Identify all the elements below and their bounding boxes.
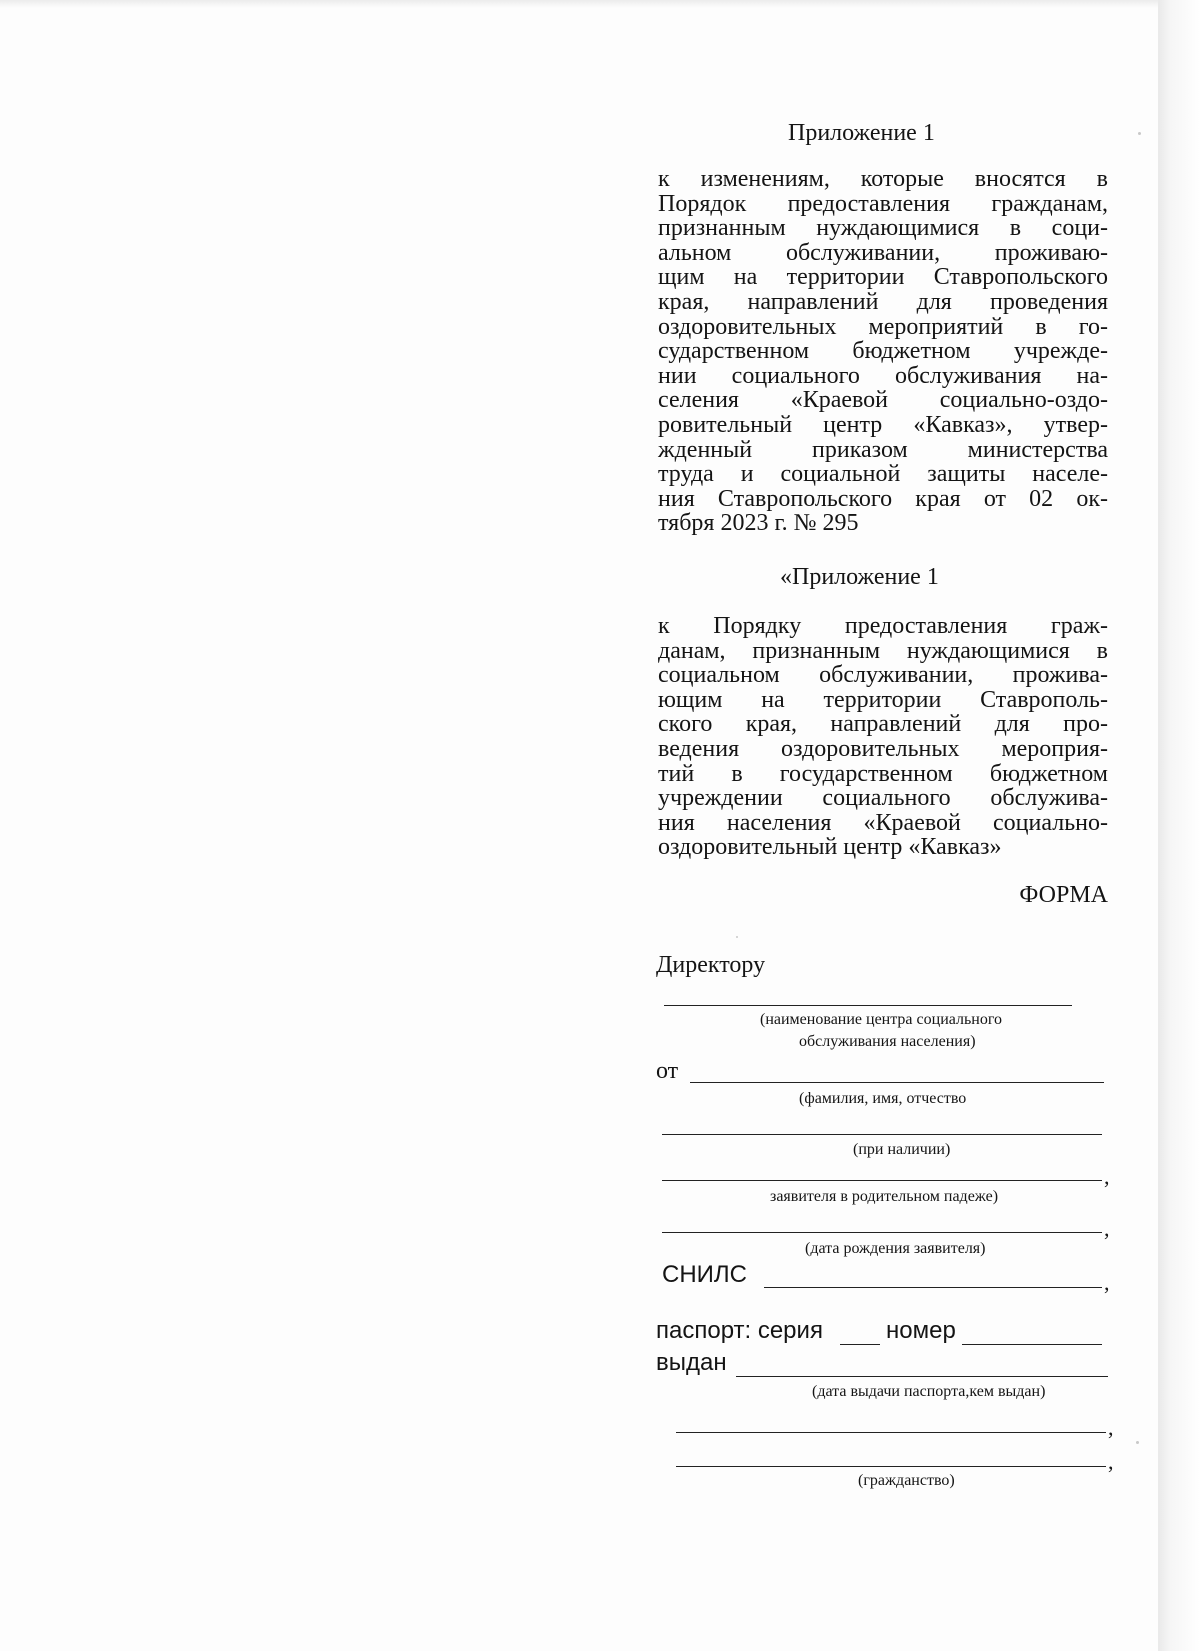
issued-caption: (дата выдачи паспорта,кем выдан) <box>812 1383 1046 1400</box>
birth-date-line <box>662 1232 1102 1233</box>
appendix2-text-line: тий в государственном бюджетном <box>658 760 1108 787</box>
scan-speck <box>1138 132 1141 135</box>
appendix2-title: «Приложение 1 <box>780 564 939 590</box>
issued-line-2 <box>676 1432 1106 1433</box>
appendix1-title: Приложение 1 <box>788 120 935 146</box>
birth-date-caption: (дата рождения заявителя) <box>805 1240 986 1257</box>
appendix2-text-line: ведения оздоровительных мероприя- <box>658 735 1108 762</box>
form-label: ФОРМА <box>1019 882 1108 908</box>
appendix1-text-line: альном обслуживании, проживаю- <box>658 239 1108 266</box>
scan-top-shadow <box>0 0 1158 8</box>
appendix1-text-line: сударственном бюджетном учрежде- <box>658 338 1108 365</box>
director-label: Директору <box>656 952 766 978</box>
appendix1-text-line: селения «Краевой социально-оздо- <box>658 387 1108 414</box>
appendix2-text-line: учреждении социального обслужива- <box>658 785 1108 812</box>
citizenship-line <box>676 1466 1106 1467</box>
fio-line <box>690 1082 1104 1083</box>
issued-label: выдан <box>656 1349 727 1376</box>
scan-speck <box>736 936 738 938</box>
fio-caption: (фамилия, имя, отчество <box>799 1090 967 1107</box>
appendix2-text-line: ющим на территории Ставрополь- <box>658 686 1108 713</box>
appendix2-text-line: к Порядку предоставления граж- <box>658 613 1108 639</box>
passport-series-label: паспорт: серия <box>656 1317 823 1344</box>
appendix2-text-line: оздоровительный центр «Кавказ» <box>658 834 1002 861</box>
appendix1-text-line: труда и социальной защиты населе- <box>658 461 1108 488</box>
appendix2-text-line: ского края, направлений для про- <box>658 711 1108 738</box>
appendix1-text-line: жденный приказом министерства <box>658 436 1108 463</box>
patronymic-caption: (при наличии) <box>853 1141 951 1158</box>
center-name-caption-2: обслуживания населения) <box>799 1033 976 1050</box>
appendix1-text-line: края, направлений для проведения <box>658 288 1108 315</box>
scan-page-edge <box>1158 0 1200 1651</box>
appendix2-text-line: данам, признанным нуждающимися в <box>658 637 1108 664</box>
fio-line-2 <box>662 1134 1102 1135</box>
center-name-line <box>664 1005 1072 1006</box>
appendix1-text-line: тября 2023 г. № 295 <box>658 510 859 537</box>
appendix2-text-line: ния населения «Краевой социально- <box>658 809 1108 836</box>
passport-number-label: номер <box>886 1317 956 1344</box>
appendix1-text-line: оздоровительных мероприятий в го- <box>658 313 1108 340</box>
genitive-comma: , <box>1104 1164 1110 1189</box>
birth-date-comma: , <box>1104 1216 1110 1241</box>
snils-line <box>764 1287 1102 1288</box>
genitive-line <box>662 1180 1102 1181</box>
center-name-caption-1: (наименование центра социального <box>760 1011 1003 1028</box>
snils-comma: , <box>1104 1270 1110 1295</box>
appendix2-text <box>658 614 1108 860</box>
issued-comma: , <box>1108 1415 1114 1440</box>
from-label: от <box>656 1058 679 1084</box>
genitive-caption: заявителя в родительном падеже) <box>770 1188 999 1205</box>
appendix1-text-line: нии социального обслуживания на- <box>658 362 1108 389</box>
appendix1-text-line: ния Ставропольского края от 02 ок- <box>658 485 1108 512</box>
passport-number-line <box>962 1344 1102 1345</box>
citizenship-comma: , <box>1108 1449 1114 1474</box>
appendix1-text-line: ровительный центр «Кавказ», утвер- <box>658 411 1108 438</box>
appendix2-text-line: социальном обслуживании, прожива- <box>658 662 1108 689</box>
scan-speck <box>1136 1441 1139 1444</box>
issued-line <box>736 1376 1108 1377</box>
appendix1-text-line: к изменениям, которые вносятся в <box>658 166 1108 192</box>
citizenship-caption: (гражданство) <box>858 1472 955 1489</box>
passport-series-line <box>840 1344 880 1345</box>
snils-label: СНИЛС <box>662 1261 747 1288</box>
appendix1-text-line: признанным нуждающимися в соци- <box>658 215 1108 242</box>
appendix1-text-line: щим на территории Ставропольского <box>658 264 1108 291</box>
appendix1-text <box>658 167 1108 536</box>
appendix1-text-line: Порядок предоставления гражданам, <box>658 190 1108 217</box>
